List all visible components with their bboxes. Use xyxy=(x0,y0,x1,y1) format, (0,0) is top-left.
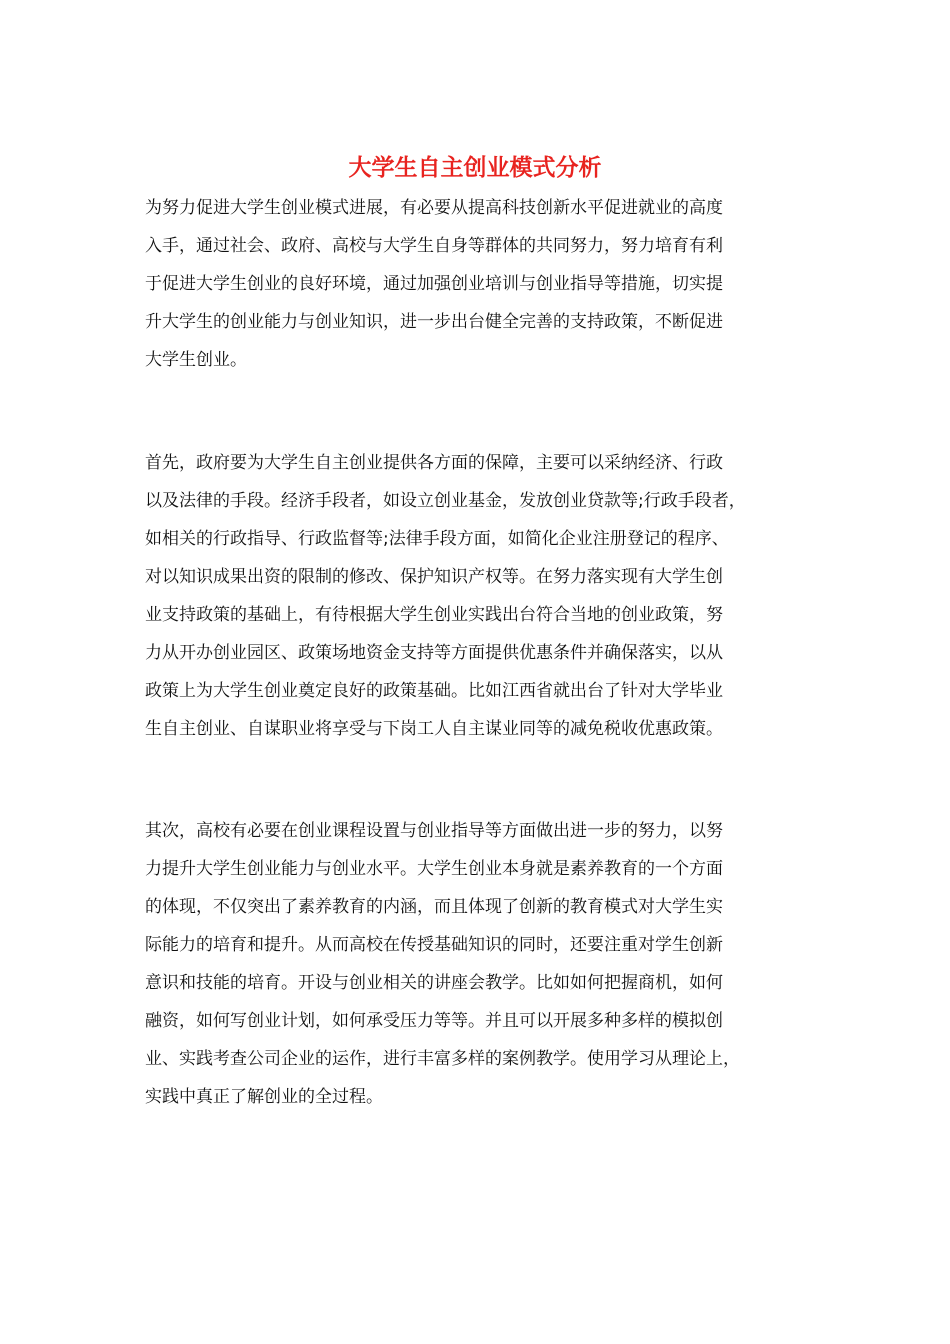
paragraph-line: 其次，高校有必要在创业课程设置与创业指导等方面做出进一步的努力，以努 xyxy=(145,821,723,841)
paragraph-line: 政策上为大学生创业奠定良好的政策基础。比如江西省就出台了针对大学毕业 xyxy=(145,681,723,701)
paragraph-line: 力提升大学生创业能力与创业水平。大学生创业本身就是素养教育的一个方面 xyxy=(145,859,723,879)
paragraph-line: 对以知识成果出资的限制的修改、保护知识产权等。在努力落实现有大学生创 xyxy=(145,567,723,587)
paragraph-line: 大学生创业。 xyxy=(145,350,247,370)
paragraph-intro xyxy=(145,189,825,379)
paragraph-line: 首先，政府要为大学生自主创业提供各方面的保障，主要可以采纳经济、行政 xyxy=(145,453,723,473)
paragraph-line: 力从开办创业园区、政策场地资金支持等方面提供优惠条件并确保落实，以从 xyxy=(145,643,723,663)
paragraph-line: 以及法律的手段。经济手段者，如设立创业基金，发放创业贷款等;行政手段者， xyxy=(145,491,746,511)
paragraph-line: 际能力的培育和提升。从而高校在传授基础知识的同时，还要注重对学生创新 xyxy=(145,935,723,955)
paragraph-line: 的体现，不仅突出了素养教育的内涵，而且体现了创新的教育模式对大学生实 xyxy=(145,897,723,917)
paragraph-line: 实践中真正了解创业的全过程。 xyxy=(145,1087,383,1107)
paragraph-line: 升大学生的创业能力与创业知识，进一步出台健全完善的支持政策，不断促进 xyxy=(145,312,723,332)
paragraph-line: 于促进大学生创业的良好环境，通过加强创业培训与创业指导等措施，切实提 xyxy=(145,274,723,294)
paragraph-government xyxy=(145,444,825,748)
paragraph-line: 生自主创业、自谋职业将享受与下岗工人自主谋业同等的减免税收优惠政策。 xyxy=(145,719,723,739)
paragraph-line: 融资，如何写创业计划，如何承受压力等等。并且可以开展多种多样的模拟创 xyxy=(145,1011,723,1031)
paragraph-line: 入手，通过社会、政府、高校与大学生自身等群体的共同努力，努力培育有利 xyxy=(145,236,723,256)
paragraph-line: 意识和技能的培育。开设与创业相关的讲座会教学。比如如何把握商机，如何 xyxy=(145,973,723,993)
paragraph-universities xyxy=(145,812,825,1116)
paragraph-line: 业、实践考查公司企业的运作，进行丰富多样的案例教学。使用学习从理论上， xyxy=(145,1049,740,1069)
document-title: 大学生自主创业模式分析 xyxy=(348,155,602,181)
paragraph-line: 如相关的行政指导、行政监督等;法律手段方面，如简化企业注册登记的程序、 xyxy=(145,529,729,549)
paragraph-line: 为努力促进大学生创业模式进展，有必要从提高科技创新水平促进就业的高度 xyxy=(145,198,723,218)
paragraph-line: 业支持政策的基础上，有待根据大学生创业实践出台符合当地的创业政策，努 xyxy=(145,605,723,625)
